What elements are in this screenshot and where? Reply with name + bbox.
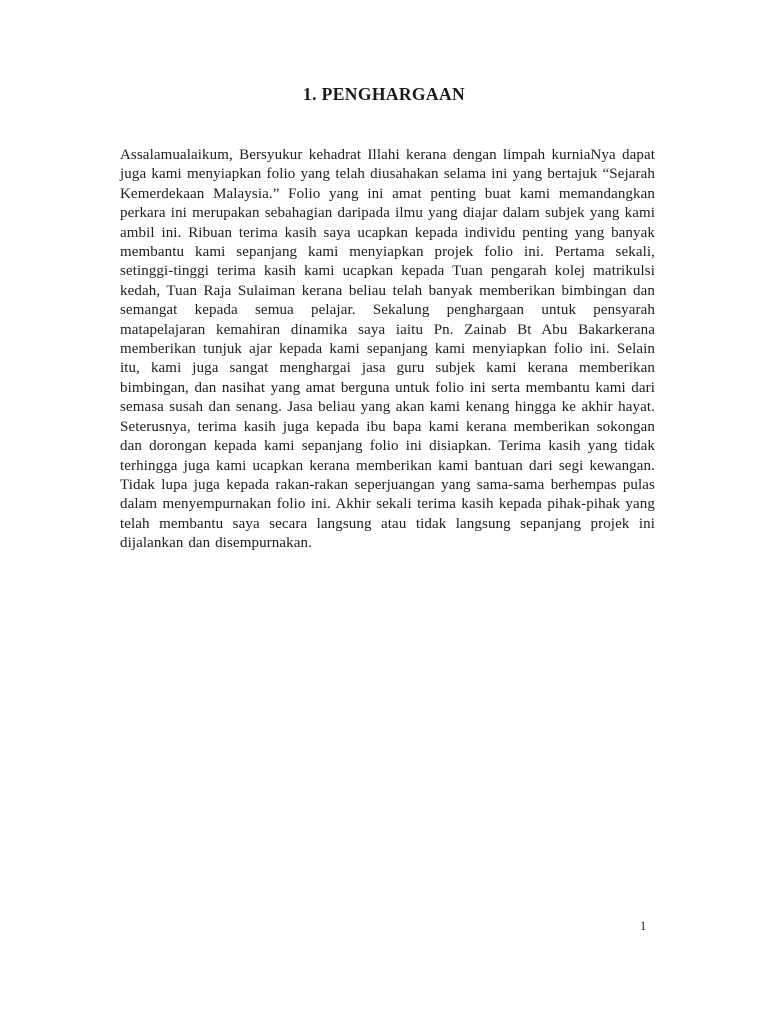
body-paragraph: Assalamualaikum, Bersyukur kehadrat Illahi kerana dengan limpah kurniaNya dapat juga kami menyiapkan folio yang telah diusahakan selama ini yang bertajuk “Sejarah Kemerdekaan Malaysia.” Folio yang ini amat penting buat kami memandangkan perkara ini merupakan sebahagian daripada ilmu yang diajar dalam subjek yang kami ambil ini. Ribuan terima kasih saya ucapkan kepada individu penting yang banyak membantu kami sepanjang kami menyiapkan projek folio ini. Pertama sekali, setinggi-tinggi terima kasih kami ucapkan kepada Tuan pengarah kolej matrikulsi kedah, Tuan Raja Sulaiman kerana beliau telah banyak memberikan bimbingan dan semangat kepada semua pelajar. Sekalung penghargaan untuk pensyarah matapelajaran kemahiran dinamika saya iaitu Pn. Zainab Bt Abu Bakarkerana memberikan tunjuk ajar kepada kami sepanjang kami menyiapkan folio ini. Selain itu, kami juga sangat menghargai jasa guru subjek kami kerana memberikan bimbingan, dan nasihat yang amat berguna untuk folio ini serta membantu kami dari semasa susah dan senang. Jasa beliau yang akan kami kenang hingga ke akhir hayat. Seterusnya, terima kasih juga kepada ibu bapa kami kerana memberikan sokongan dan dorongan kepada kami sepanjang folio ini disiapkan. Terima kasih yang tidak terhingga juga kami ucapkan kerana memberikan kami bantuan dari segi kewangan. Tidak lupa juga kepada rakan-rakan seperjuangan yang sama-sama berhempas pulas dalam menyempurnakan folio ini. Akhir sekali terima kasih kepada pihak-pihak yang telah membantu saya secara langsung atau tidak langsung sepanjang projek ini dijalankan dan disempurnakan. [120,147,655,552]
page-number: 1 [640,919,647,933]
section-heading: 1. PENGHARGAAN [302,84,466,104]
